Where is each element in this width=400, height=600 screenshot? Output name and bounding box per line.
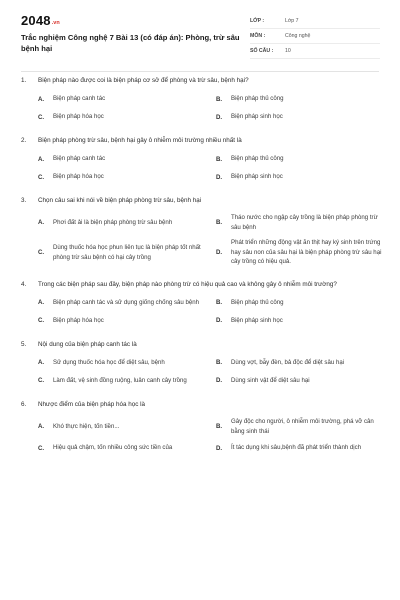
option-d[interactable] [216,315,388,327]
question-text [21,136,381,146]
option-b[interactable] [216,357,388,369]
option-text: Khó thực hiện, tốn tiền... [53,422,120,430]
logo-main-text: 2048 [21,13,51,28]
question-body: Nội dung của biện pháp canh tác là [38,340,137,348]
option-a[interactable] [38,297,210,309]
option-text: Ít tác dụng khi sâu,bệnh đã phát triển thành dịch [231,444,362,452]
option-letter: C. [38,249,45,257]
option-a[interactable] [38,213,210,232]
option-b[interactable] [216,417,388,436]
option-letter: C. [38,444,45,452]
option-text: Biện pháp sinh học [231,113,283,121]
meta-label: LỚP : [250,18,265,24]
option-d[interactable] [216,111,388,123]
question-number: 2. [21,137,27,144]
option-letter: D. [216,173,223,181]
option-letter: B. [216,423,223,431]
option-b[interactable] [216,93,388,105]
option-letter: D. [216,249,223,257]
option-text: Dùng thuốc hóa học phun liên tục là biện pháp tốt nhất phòng trừ sâu bệnh có hại cây trồng [53,243,201,261]
option-text: Biện pháp hóa học [53,173,104,181]
option-text: Làm đất, vệ sinh đồng ruộng, luân canh cây trồng [53,377,187,385]
option-grid [21,357,381,387]
question-body: Chọn câu sai khi nói về biện pháp phòng trừ sâu, bệnh hại [38,197,202,204]
question-4 [21,280,381,327]
option-c[interactable] [38,442,210,454]
question-body: Biện pháp phòng trừ sâu, bệnh hại gây ô nhiễm môi trường nhiều nhất là [38,137,242,144]
option-text: Phát triển những động vật ăn thịt hay ký sinh trên trứng hay sâu non của sâu hại là biện pháp phòng trừ sâu hại cây trồng có hiệu quả. [231,239,382,266]
meta-value: 10 [285,48,291,54]
question-text [21,340,381,350]
option-b[interactable] [216,213,388,232]
option-letter: A. [38,423,45,431]
option-c[interactable] [38,111,210,123]
option-text: Dùng sinh vật để diệt sâu hại [231,377,310,385]
option-text: Biện pháp sinh học [231,317,283,325]
question-number: 6. [21,400,27,408]
option-c[interactable] [38,171,210,183]
question-1 [21,76,381,123]
option-text: Gây độc cho người, ô nhiễm môi trường, phá vỡ cân bằng sinh thái [231,417,374,435]
question-body: Nhược điểm của biện pháp hóa học là [38,400,146,408]
question-5 [21,340,381,387]
option-letter: C. [38,173,45,181]
option-b[interactable] [216,153,388,165]
option-a[interactable] [38,153,210,165]
option-letter: A. [38,299,45,307]
header [0,0,400,64]
option-text: Biện pháp canh tác [53,95,106,103]
option-c[interactable] [38,315,210,327]
logo-suffix-text: .vn [51,20,60,26]
option-text: Biện pháp canh tác và sử dụng giống chống sâu bệnh [53,299,200,307]
option-letter: B. [216,95,223,103]
option-text: Biện pháp hóa học [53,317,104,325]
option-c[interactable] [38,238,210,267]
option-letter: D. [216,113,223,121]
option-text: Biện pháp thủ công [231,299,284,307]
question-text [21,196,381,206]
option-c[interactable] [38,375,210,387]
option-grid [21,417,381,454]
option-a[interactable] [38,357,210,369]
option-d[interactable] [216,171,388,183]
question-text [21,280,381,290]
option-a[interactable] [38,417,210,436]
option-grid [21,297,381,327]
meta-label: SỐ CÂU : [250,48,274,54]
option-letter: C. [38,113,45,121]
question-body: Biện pháp nào được coi là biện pháp cơ sở để phòng và trừ sâu, bệnh hại? [38,77,249,84]
option-letter: D. [216,444,223,452]
option-letter: A. [38,359,45,367]
question-body: Trong các biện pháp sau đây, biện pháp nào phòng trừ có hiệu quả cao và không gây ô nhiễm môi trường? [38,280,337,288]
option-d[interactable] [216,375,388,387]
option-letter: D. [216,377,223,385]
option-grid [21,213,381,267]
option-letter: B. [216,155,223,163]
question-6 [21,400,381,454]
option-letter: A. [38,219,45,227]
option-letter: B. [216,359,223,367]
option-text: Biện pháp thủ công [231,155,284,163]
question-list [21,76,381,467]
option-letter: A. [38,95,45,103]
question-number: 1. [21,77,27,84]
option-letter: A. [38,155,45,163]
meta-label: MÔN : [250,33,266,39]
option-letter: B. [216,219,223,227]
option-letter: C. [38,317,45,325]
option-text: Biện pháp thủ công [231,95,284,103]
meta-row-count [250,44,380,59]
option-text: Biện pháp canh tác [53,155,106,163]
option-d[interactable] [216,238,388,267]
question-2 [21,136,381,183]
meta-info [250,14,380,59]
option-letter: C. [38,377,45,385]
option-text: Sử dụng thuốc hóa học để diệt sâu, bệnh [53,359,165,367]
question-number: 4. [21,280,27,288]
option-grid [21,153,381,183]
option-letter: B. [216,299,223,307]
option-text: Tháo nước cho ngập cây trồng là biện pháp phòng trừ sâu bệnh [231,214,378,231]
question-text [21,400,381,410]
option-grid [21,93,381,123]
question-number: 3. [21,197,27,204]
meta-value: Lớp 7 [285,18,299,24]
meta-row-subject [250,29,380,44]
option-a[interactable] [38,93,210,105]
option-text: Hiệu quả chậm, tốn nhiều công sức tiền của [53,444,173,452]
meta-row-class [250,14,380,29]
question-text [21,76,381,86]
option-text: Biện pháp sinh học [231,173,283,181]
option-text: Biện pháp hóa học [53,113,104,121]
header-divider [21,71,379,72]
question-number: 5. [21,340,27,348]
option-text: Phơi đất ải là biện pháp phòng trừ sâu bệnh [53,218,173,226]
option-b[interactable] [216,297,388,309]
option-d[interactable] [216,442,388,454]
question-3 [21,196,381,267]
option-text: Dùng vợt, bẫy đèn, bả độc để diệt sâu hại [231,359,345,367]
option-letter: D. [216,317,223,325]
meta-value: Công nghệ [285,33,311,39]
site-logo[interactable] [21,13,60,28]
document-title: Trắc nghiệm Công nghệ 7 Bài 13 (có đáp án): Phòng, trừ sâu bệnh hại [21,33,240,53]
